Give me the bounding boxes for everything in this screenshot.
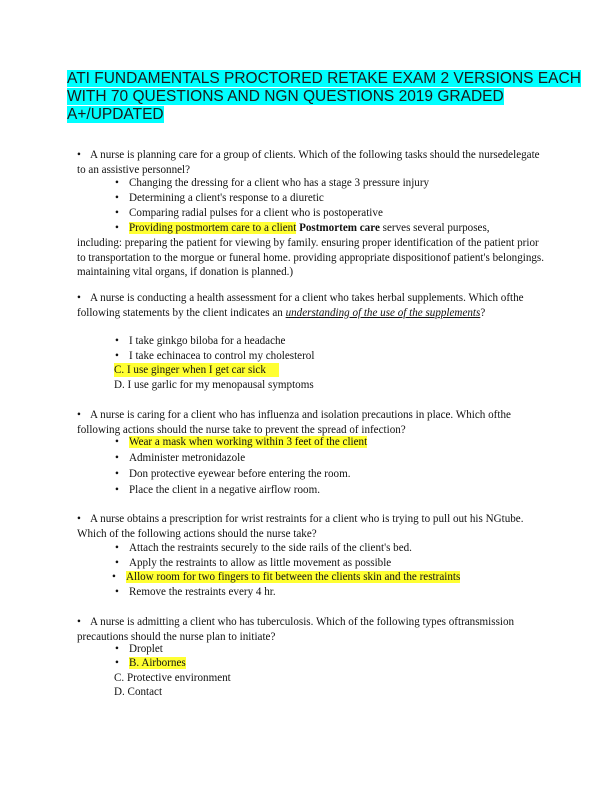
option-text: Place the client in a negative airflow room. [129,484,320,496]
q4-option-2 [115,556,392,570]
q5-option-1 [115,642,163,656]
q4-option-4 [115,585,276,599]
bullet: • [115,484,119,496]
q3-option-4 [115,483,320,497]
question-2-stem [77,291,547,320]
question-text: A nurse obtains a prescription for wrist restraints for a client who is trying to pull out his NGtube. Which of the following actions should the nurse take? [77,513,524,540]
option-text: Changing the dressing for a client who has a stage 3 pressure injury [129,177,430,189]
bullet: • [115,586,119,598]
option-text: Remove the restraints every 4 hr. [129,586,276,598]
q2-option-4 [114,378,314,392]
rationale-heading: Postmortem care [299,222,380,234]
bullet: • [77,149,81,161]
q1-option-2 [115,191,324,205]
title-highlight: ATI FUNDAMENTALS PROCTORED RETAKE EXAM 2 VERSIONS EACH WITH 70 QUESTIONS AND NGN QUESTIONS 2019 GRADED A+/UPDATED [67,70,581,123]
option-text: Determining a client's response to a diuretic [129,192,324,204]
bullet: • [115,207,119,219]
option-text: D. Contact [114,686,163,698]
bullet: • [112,571,116,583]
correct-answer-highlight: C. I use ginger when I get car sick [114,364,266,376]
bullet: • [115,436,119,448]
option-text: D. I use garlic for my menopausal symptoms [114,379,314,391]
q4-option-1 [115,541,412,555]
q1-rationale: including: preparing the patient for viewing by family. ensuring proper identification of the patient prior to transportation to the morgue or funeral home. providing appropriate dispositionof patient's belongings. maintaining vital organs, if donation is planned.) [77,237,545,279]
q2-option-1 [115,334,286,348]
q3-option-2 [115,451,246,465]
q1-option-3 [115,206,383,220]
option-text: I take ginkgo biloba for a headache [129,335,286,347]
question-text: A nurse is caring for a client who has influenza and isolation precautions in place. Which ofthe following actions should the nurse take to prevent the spread of infection? [77,409,511,436]
bullet: • [115,452,119,464]
bullet: • [115,222,119,234]
option-text: Comparing radial pulses for a client who is postoperative [129,207,383,219]
correct-answer-highlight: Allow room for two fingers to fit between the clients skin and the restraints [126,571,461,583]
bullet: • [77,513,81,525]
correct-answer-highlight: B. Airbornes [129,657,186,669]
option-text: Apply the restraints to allow as little movement as possible [129,557,392,569]
bullet: • [115,335,119,347]
bullet: • [115,643,119,655]
q1-option-1 [115,176,430,190]
question-text: A nurse is planning care for a group of clients. Which of the following tasks should the nursedelegate to an assistive personnel? [77,149,540,176]
rationale-text: serves several purposes, [379,222,490,234]
option-text: C. Protective environment [114,672,231,684]
q5-option-2 [115,656,186,670]
document-title [67,70,582,124]
correct-answer-highlight: Wear a mask when working within 3 feet of the client [129,436,368,448]
bullet: • [115,542,119,554]
question-5-stem [77,615,547,644]
bullet: • [115,350,119,362]
option-text: I take echinacea to control my cholesterol [129,350,315,362]
q5-option-3 [114,671,231,685]
correct-answer-highlight: Providing postmortem care to a client [129,222,297,234]
bullet: • [77,616,81,628]
bullet: • [115,557,119,569]
bullet: • [115,177,119,189]
bullet: • [115,468,119,480]
q1-option-4 [115,221,490,235]
q3-option-3 [115,467,351,481]
option-text: Droplet [129,643,163,655]
option-text: Administer metronidazole [129,452,246,464]
q3-option-1 [115,435,368,449]
underlined-phrase: understanding of the use of the supplements [285,306,481,319]
question-1-stem [77,148,547,177]
question-4-stem [77,512,547,541]
bullet: • [77,409,81,421]
option-text: Don protective eyewear before entering the room. [129,468,351,480]
q4-option-3 [112,570,461,584]
q2-option-2 [115,349,315,363]
bullet: • [115,657,119,669]
bullet: • [115,192,119,204]
q5-option-4 [114,685,162,699]
question-text: A nurse is conducting a health assessment for a client who takes herbal supplements. Which ofthe following statements by the client indicates an [77,292,524,319]
bullet: • [77,292,81,304]
option-text: Attach the restraints securely to the side rails of the client's bed. [129,542,412,554]
question-mark: ? [480,306,486,319]
question-text: A nurse is admitting a client who has tuberculosis. Which of the following types oftransmission precautions should the nurse plan to initiate? [77,616,515,643]
q2-option-3 [114,363,279,377]
question-3-stem [77,408,547,437]
